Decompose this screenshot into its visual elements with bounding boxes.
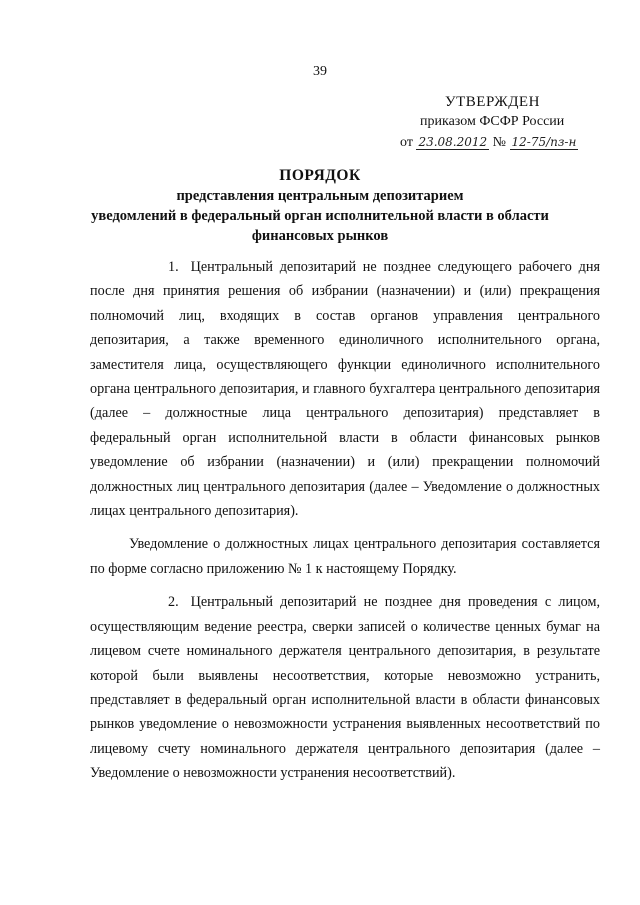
approval-title: УТВЕРЖДЕН [445,94,540,110]
document-title: ПОРЯДОК [279,167,361,184]
number-label: № [492,135,507,150]
handwritten-date: 23.08.2012 [418,135,488,149]
handwritten-number: 12-75/пз-н [511,135,577,149]
paragraph-text: Уведомление о должностных лицах центрального депозитария составляется по форме согласно приложению № 1 к настоящему Порядку. [90,536,600,577]
paragraph-number: 2. [168,594,179,611]
from-label: от [400,135,413,150]
paragraph-2 [90,590,600,785]
document-subtitle-line: финансовых рынков [251,228,389,244]
paragraph-1-continuation [90,532,600,581]
page-number: 39 [313,64,327,79]
document-body [90,255,600,795]
paragraph-number: 1. [168,259,179,275]
document-title-block [60,166,580,246]
paragraph-1 [90,255,600,523]
document-subtitle-line: представления центральным депозитарием [176,188,464,204]
approval-block [400,92,625,153]
paragraph-text: Центральный депозитарий не позднее следующего рабочего дня после дня принятия решения об избрании (назначении) и (или) прекращения полномочий лиц, входящих в состав органов управления центрального депозитария, а также временного единоличного исполнительного органа, заместителя лица, осуществляющего функции единоличного исполнительного органа центрального депозитария, и главного бухгалтера центрального депозитария (далее – должностные лица центрального депозитария) представляет в федеральный орган исполнительной власти в области финансовых рынков уведомление об избрании (назначении) и (или) прекращении полномочий должностных лиц центрального депозитария (далее – Уведомление о должностных лицах центрального депозитария). [90,259,600,520]
document-subtitle-line: уведомлений в федеральный орган исполнительной власти в области [91,208,549,224]
approval-order-line: приказом ФСФР России [420,114,565,129]
paragraph-text: Центральный депозитарий не позднее дня проведения с лицом, осуществляющим ведение реестра, сверки записей о количестве ценных бумаг на лицевом счете номинального держателя центрального депозитария, в результате которой были выявлены несоответствия, которые невозможно устранить, представляет в федеральный орган исполнительной власти в области финансовых рынков уведомление о невозможности устранения выявленных несоответствий по лицевому счету номинального держателя центрального депозитария (далее – Уведомление о невозможности устранения несоответствий). [90,594,600,782]
approval-date-number-line [400,132,625,153]
